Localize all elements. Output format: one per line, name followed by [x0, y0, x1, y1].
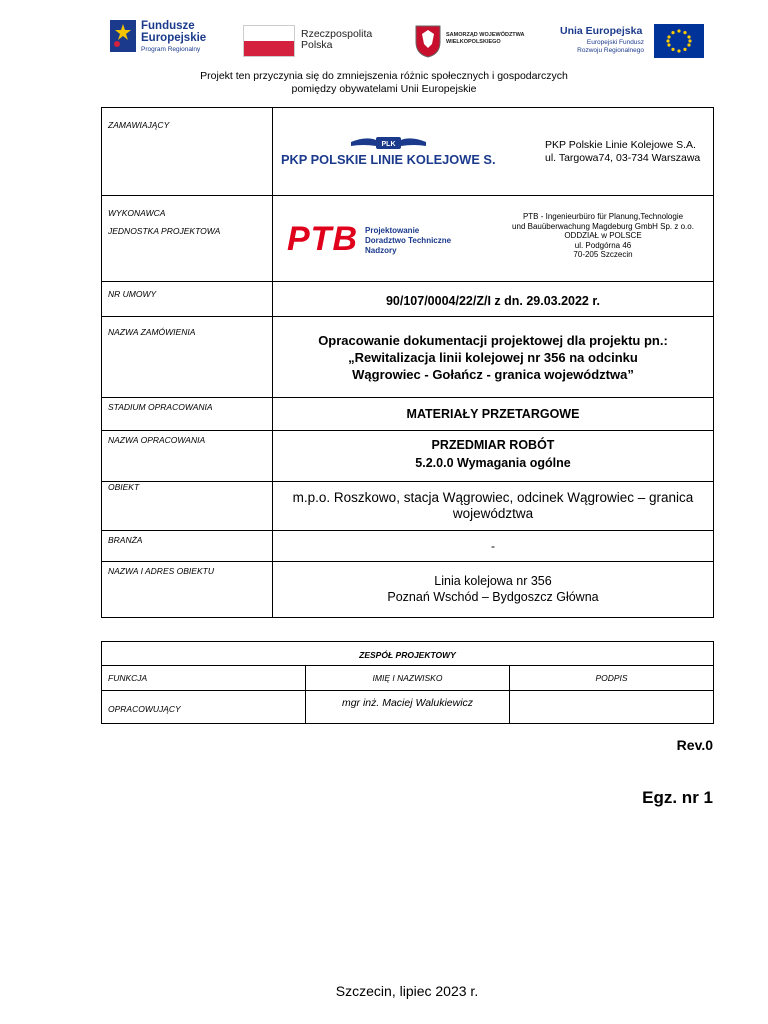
- ordering-value: [273, 108, 714, 196]
- object-line2: województwa: [452, 506, 534, 521]
- ordering-label: ZAMAWIAJĄCY: [102, 108, 273, 196]
- plk-logo-text: PKP POLSKIE LINIE KOLEJOWE S.A.: [281, 152, 496, 167]
- ue-sub2: Rozwoju Regionalnego: [577, 46, 644, 54]
- contractor-label1: WYKONAWCA: [108, 208, 166, 218]
- object-line1: m.p.o. Roszkowo, stacja Wągrowiec, odcinek Wągrowiec – granica: [292, 490, 694, 505]
- contractor-info1: PTB - Ingenieurbüro für Planung,Technologie: [522, 212, 684, 221]
- object-addr-line2: Poznań Wschód – Bydgoszcz Główna: [387, 590, 599, 604]
- tagline-line2: pomiędzy obywatelami Unii Europejskie: [291, 83, 477, 95]
- ue-sub1: Europejski Fundusz: [586, 39, 644, 46]
- rp-line1: Rzeczpospolita: [301, 28, 373, 40]
- stage-label: STADIUM OPRACOWANIA: [102, 398, 273, 431]
- team-col-function: FUNKCJA: [102, 666, 306, 691]
- stage-value: MATERIAŁY PRZETARGOWE: [273, 398, 714, 431]
- object-value: [273, 482, 714, 531]
- unia-europejska-logo: [558, 22, 706, 62]
- coat-of-arms-icon: [414, 24, 442, 58]
- design-team-table: [101, 641, 714, 724]
- polish-flag-icon: [243, 25, 295, 57]
- doc-name-value: [273, 431, 714, 482]
- ptb-logo-line1: Projektowanie: [365, 226, 420, 235]
- order-name-value: [273, 317, 714, 398]
- contractor-value: [273, 196, 714, 282]
- contractor-info2: und Bauüberwachung Magdeburg GmbH Sp. z o.o.: [512, 221, 694, 231]
- project-tagline: [0, 70, 768, 96]
- copy-number: Egz. nr 1: [642, 788, 713, 807]
- fundusze-europejskie-logo: [108, 18, 220, 60]
- ptb-logo-line3: Nadzory: [365, 246, 397, 255]
- ptb-logo-line2: Doradztwo Techniczne: [365, 236, 452, 245]
- team-row-role: OPRACOWUJĄCY: [102, 691, 306, 724]
- sw-line1: SAMORZĄD WOJEWÓDZTWA: [446, 32, 525, 38]
- doc-name-line2: 5.2.0.0 Wymagania ogólne: [415, 456, 571, 470]
- doc-name-label: NAZWA OPRACOWANIA: [102, 431, 273, 482]
- fe-line1: Fundusze: [141, 20, 195, 32]
- contractor-info4: ul. Podgórna 46: [574, 240, 632, 250]
- branch-value: -: [273, 531, 714, 562]
- ptb-logo: [287, 222, 358, 256]
- rzeczpospolita-logo: [243, 25, 393, 59]
- order-name-label: NAZWA ZAMÓWIENIA: [102, 317, 273, 398]
- tagline-line1: Projekt ten przyczynia się do zmniejszenia różnic społecznych i gospodarczych: [200, 70, 568, 82]
- eu-flag-icon: [654, 24, 704, 58]
- team-row-name: mgr inż. Maciej Walukiewicz: [306, 691, 510, 724]
- object-label: OBIEKT: [102, 482, 273, 531]
- rp-line2: Polska: [301, 39, 333, 51]
- team-col-sign: PODPIS: [510, 666, 714, 691]
- contractor-info5: 70-205 Szczecin: [573, 250, 633, 260]
- fe-star-icon: [108, 18, 138, 54]
- team-row-sign: [510, 691, 714, 724]
- order-name-line1: Opracowanie dokumentacji projektowej dla projektu pn.:: [318, 333, 668, 348]
- contractor-info3: ODDZIAŁ w POLSCE: [564, 231, 642, 241]
- fe-line2: Europejskie: [141, 32, 207, 44]
- plk-wings-icon: [281, 134, 496, 168]
- ordering-address: ul. Targowa74, 03-734 Warszawa: [545, 152, 701, 164]
- team-title: ZESPÓŁ PROJEKTOWY: [102, 642, 714, 666]
- plk-logo: [281, 134, 496, 173]
- contract-number: 90/107/0004/22/Z/I z dn. 29.03.2022 r.: [273, 282, 714, 317]
- team-col-name: IMIĘ I NAZWISKO: [306, 666, 510, 691]
- branch-label: BRANŻA: [102, 531, 273, 562]
- order-name-line3: Wągrowiec - Gołańcz - granica województwa”: [352, 367, 634, 382]
- object-addr-label: NAZWA I ADRES OBIEKTU: [102, 562, 273, 618]
- footer-place-date: Szczecin, lipiec 2023 r.: [335, 983, 479, 999]
- ptb-logo-text: PTB: [287, 220, 358, 258]
- samorzad-logo: [414, 24, 534, 60]
- order-name-line2: „Rewitalizacja linii kolejowej nr 356 na odcinku: [348, 350, 638, 365]
- revision: Rev.0: [676, 737, 713, 753]
- sw-line2: WIELKOPOLSKIEGO: [446, 38, 501, 45]
- contractor-label: [102, 196, 273, 282]
- object-addr-value: [273, 562, 714, 618]
- ordering-name: PKP Polskie Linie Kolejowe S.A.: [545, 139, 696, 151]
- doc-name-line1: PRZEDMIAR ROBÓT: [431, 438, 555, 452]
- object-addr-line1: Linia kolejowa nr 356: [434, 574, 552, 588]
- title-page-table: [101, 107, 714, 618]
- contract-label: NR UMOWY: [102, 282, 273, 317]
- fe-sub: Program Regionalny: [141, 46, 201, 53]
- plk-badge-text: PLK: [381, 141, 396, 148]
- contractor-label2: JEDNOSTKA PROJEKTOWA: [108, 226, 221, 236]
- ue-title: Unia Europejska: [560, 25, 643, 37]
